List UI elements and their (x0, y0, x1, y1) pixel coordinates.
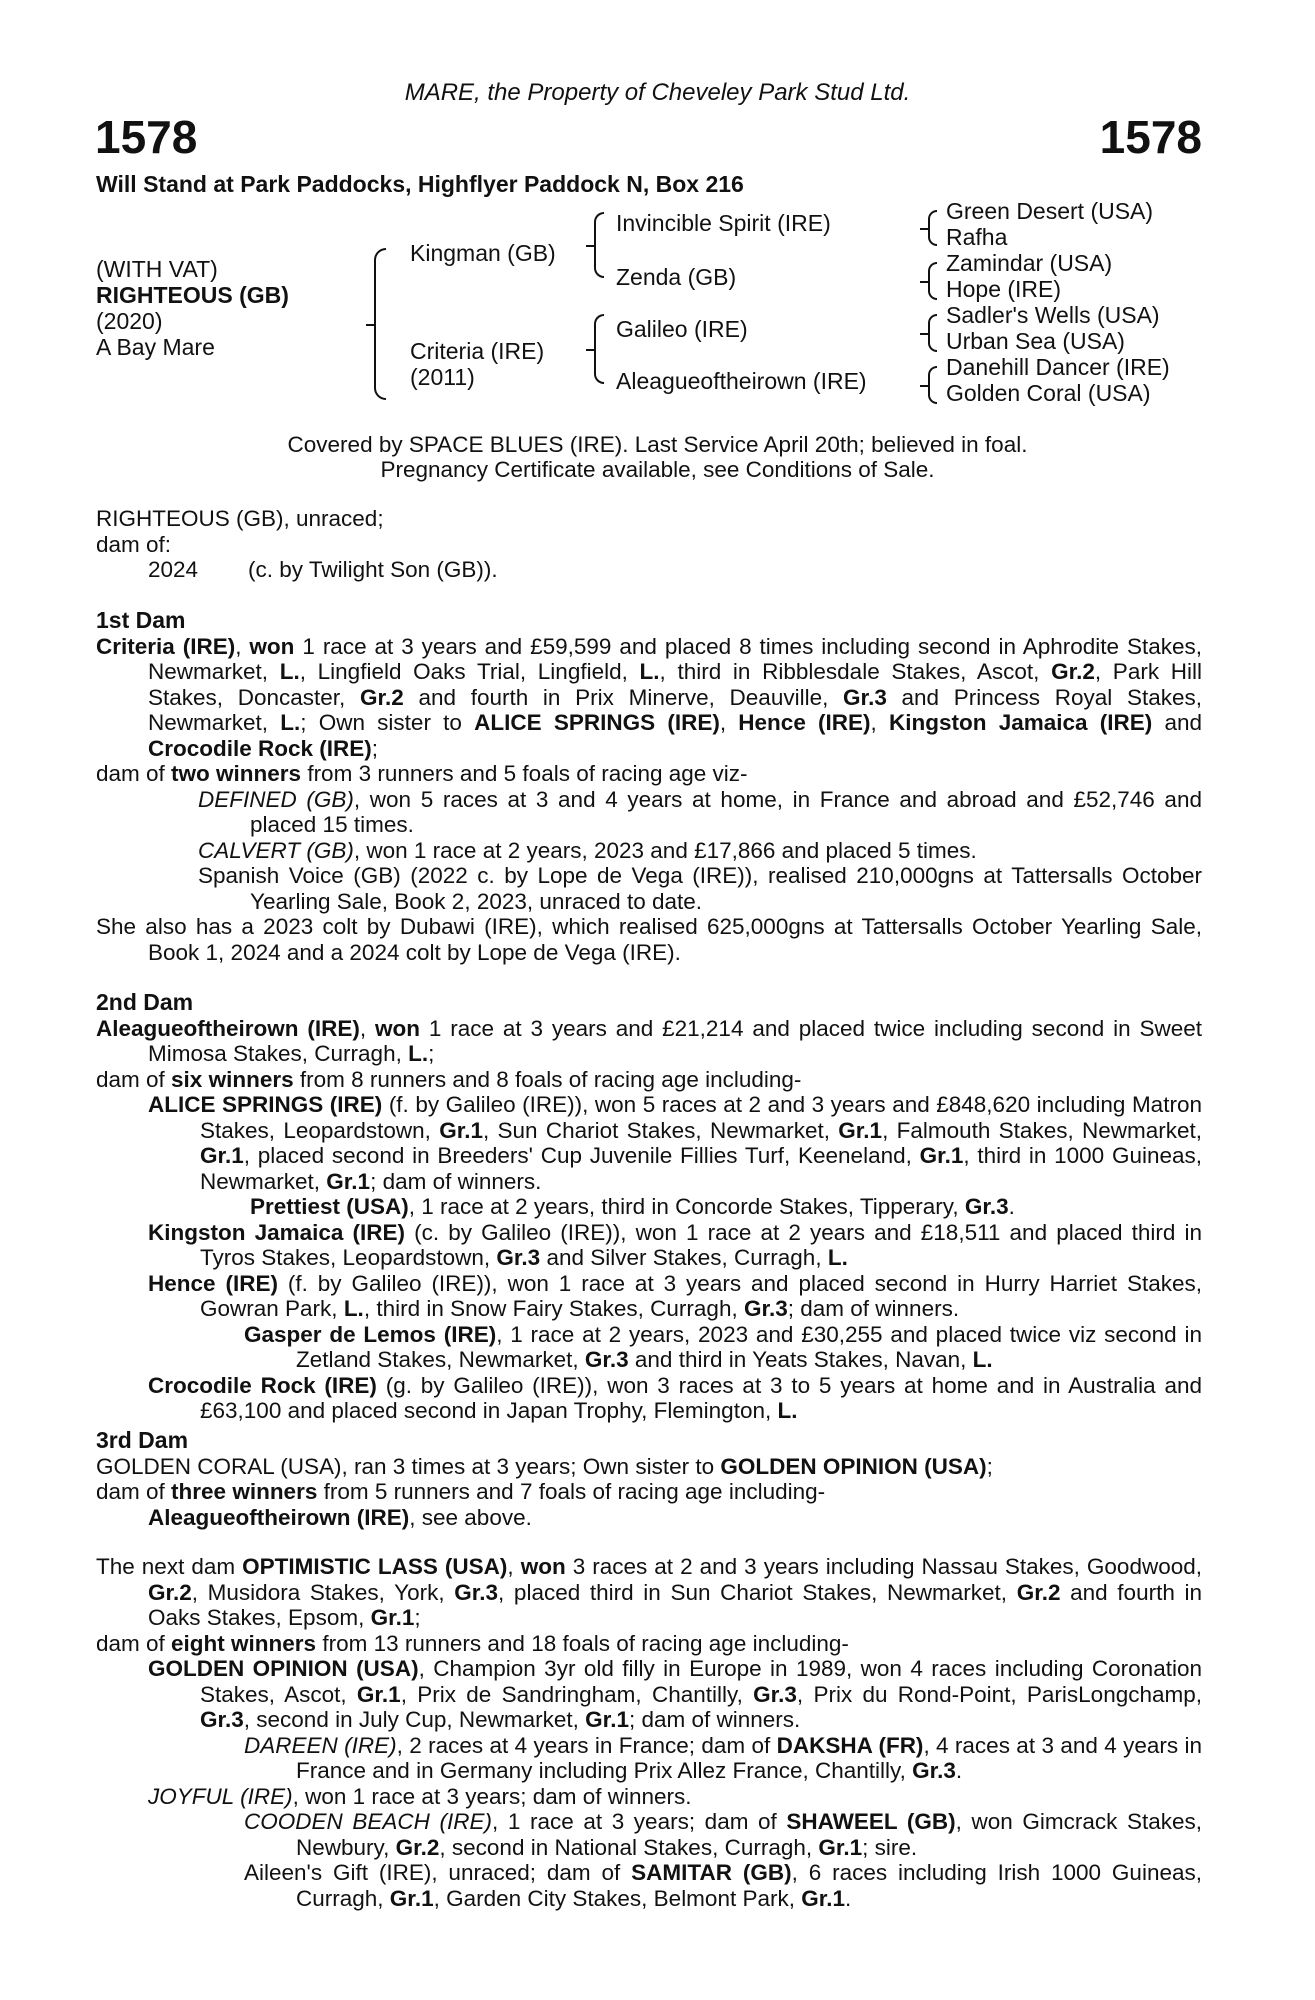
winners-count: three winners (171, 1479, 318, 1504)
pedigree-ss: Invincible Spirit (IRE) (616, 210, 831, 236)
text: , Prix de Sandringham, Chantilly, (400, 1681, 754, 1707)
group-badge: Gr.3 (743, 1296, 788, 1321)
won-label: won (249, 633, 295, 659)
third-dam-produce-summary (96, 1479, 1202, 1505)
group-badge: Gr.2 (395, 1834, 440, 1860)
text: 1 race at 3 years and £21,214 and placed twice including second in Sweet Mimosa Stakes, Curragh, (148, 1015, 1202, 1066)
second-dam-record (96, 1016, 1202, 1067)
text: , 1 race at 2 years, 2023 and £30,255 and placed twice viz second in Zetland Stakes, Newmarket, (296, 1321, 1202, 1372)
brace-gen1 (374, 248, 386, 400)
text: from 3 runners and 5 foals of racing age viz- (301, 761, 748, 786)
fourth-dam-record (96, 1554, 1202, 1631)
text: , 1 race at 3 years; dam of (491, 1809, 787, 1834)
text: and Princess Royal Stakes, Newmarket, (148, 684, 1202, 735)
listed-badge: L. (972, 1347, 993, 1372)
fourth-dam-produce-summary (96, 1631, 1202, 1657)
brace-ss (928, 210, 937, 246)
second-dam-name: Aleagueoftheirown (IRE) (96, 1015, 360, 1041)
horse-year: (2020) (96, 308, 163, 334)
text: , third in Ribblesdale Stakes, Ascot, (659, 659, 1052, 684)
produce-golden-opinion (96, 1656, 1202, 1733)
sibling-name: ALICE SPRINGS (IRE) (474, 710, 720, 735)
progeny-name: DEFINED (GB) (198, 786, 354, 812)
group-badge: Gr.1 (356, 1681, 401, 1707)
text: ; Own sister to (300, 710, 475, 735)
produce-hence (96, 1271, 1202, 1322)
group-badge: Gr.1 (389, 1885, 434, 1911)
pedigree-sire: Kingman (GB) (410, 240, 556, 266)
group-badge: Gr.1 (838, 1117, 883, 1143)
progeny-name: Kingston Jamaica (IRE) (148, 1219, 406, 1245)
sep: , (235, 633, 250, 659)
progeny-name: SAMITAR (GB) (631, 1860, 792, 1885)
sep: . (955, 1758, 963, 1783)
text: , Falmouth Stakes, Newmarket, (882, 1117, 1203, 1143)
text: dam of (96, 1630, 172, 1656)
covered-note (0, 432, 1315, 482)
group-badge: Gr.1 (439, 1117, 483, 1143)
text: , Park Hill Stakes, Doncaster, (148, 659, 1203, 710)
text: ; dam of winners. (787, 1296, 960, 1321)
horse-name: RIGHTEOUS (GB) (96, 282, 289, 308)
group-badge: Gr.2 (1016, 1579, 1061, 1605)
text: (f. by Galileo (IRE)), won 5 races at 2 and 3 years and £848,620 including Matron Stakes, Leopardstown, (200, 1092, 1202, 1143)
listed-badge: L. (279, 659, 300, 684)
text: , Garden City Stakes, Belmont Park, (433, 1885, 802, 1911)
fourth-dam-name: OPTIMISTIC LASS (USA) (242, 1554, 508, 1579)
brace-ds (928, 314, 937, 352)
sep: , (359, 1015, 375, 1041)
progeny-name: COODEN BEACH (IRE) (244, 1809, 492, 1834)
text: , second in July Cup, Newmarket, (243, 1707, 586, 1732)
progeny-name: GOLDEN OPINION (USA) (148, 1656, 419, 1681)
pedigree-dss: Sadler's Wells (USA) (946, 302, 1160, 328)
progeny-name: Crocodile Rock (IRE) (148, 1372, 377, 1398)
first-dam-record (96, 634, 1202, 762)
pedigree-sss: Green Desert (USA) (946, 198, 1154, 224)
text: , 6 races including Irish 1000 Guineas, Curragh, (296, 1860, 1202, 1911)
group-badge: Gr.1 (919, 1143, 964, 1168)
text: from 13 runners and 18 foals of racing age including- (316, 1630, 849, 1656)
sep: ; (414, 1605, 421, 1630)
produce-spanish-voice: Spanish Voice (GB) (2022 c. by Lope de Vega (IRE)), realised 210,000gns at Tattersalls October Yearling Sale, Book 2, 2023, unraced to date. (198, 863, 1202, 914)
group-badge: Gr.1 (370, 1605, 415, 1630)
produce-aleagueoftheirown (96, 1505, 1202, 1531)
produce-kingston-jamaica (96, 1220, 1202, 1271)
listed-badge: L. (343, 1296, 364, 1321)
record-line-2: dam of: (96, 531, 172, 557)
text: ; dam of winners. (628, 1707, 801, 1732)
progeny-name: DAREEN (IRE) (244, 1732, 397, 1758)
group-badge: Gr.2 (1051, 659, 1095, 684)
text: dam of (96, 761, 172, 786)
record-line-1: RIGHTEOUS (GB), unraced; (96, 506, 384, 531)
third-dam-record (96, 1454, 1202, 1480)
record-foal (96, 557, 1202, 583)
sibling-name: Crocodile Rock (IRE) (148, 735, 372, 761)
pedigree-dds: Danehill Dancer (IRE) (946, 354, 1170, 380)
horse-summary (96, 256, 289, 360)
vat-note: (WITH VAT) (96, 256, 218, 282)
sep: ; (371, 735, 379, 761)
produce-joyful (96, 1784, 1202, 1810)
fourth-dam-section (96, 1554, 1202, 1911)
group-badge: Gr.2 (359, 684, 404, 710)
horse-description: A Bay Mare (96, 334, 215, 360)
sibling-name: Hence (IRE) (738, 710, 871, 735)
group-badge: Gr.3 (454, 1579, 499, 1605)
covered-line-1: Covered by SPACE BLUES (IRE). Last Service April 20th; believed in foal. (287, 432, 1028, 457)
group-badge: Gr.1 (200, 1143, 244, 1168)
produce-gasper-de-lemos (96, 1322, 1202, 1373)
text: ; sire. (862, 1834, 918, 1860)
catalogue-header: MARE, the Property of Cheveley Park Stud Ltd. (404, 79, 911, 106)
progeny-name: Prettiest (USA) (250, 1194, 409, 1219)
text: (g. by Galileo (IRE)), won 3 races at 3 to 5 years at home and in Australia and £63,100 and placed second in Japan Trophy, Flemington, (200, 1372, 1203, 1423)
covered-line-2: Pregnancy Certificate available, see Conditions of Sale. (380, 457, 935, 482)
text: , 4 races at 3 and 4 years in France and in Germany including Prix Allez France, Chantilly, (296, 1732, 1202, 1783)
produce-note: She also has a 2023 colt by Dubawi (IRE), which realised 625,000gns at Tattersalls October Yearling Sale, Book 1, 2024 and a 2024 colt by Lope de Vega (IRE). (96, 914, 1202, 965)
text: Aileen's Gift (IRE), unraced; dam of (244, 1860, 632, 1885)
group-badge: Gr.3 (496, 1245, 541, 1270)
text: , won 5 races at 3 and 4 years at home, in France and abroad and £52,746 and placed 15 times. (250, 786, 1202, 837)
foal-year: 2024 (148, 557, 199, 582)
winners-count: eight winners (171, 1630, 317, 1656)
brace-sd (928, 262, 937, 300)
text: 1 race at 3 years and £59,599 and placed 8 times including second in Aphrodite Stakes, Newmarket, (148, 633, 1202, 684)
text: , Lingfield Oaks Trial, Lingfield, (299, 659, 640, 684)
sep: . (1008, 1194, 1015, 1219)
first-dam-heading: 1st Dam (96, 607, 186, 633)
text: , Musidora Stakes, York, (191, 1579, 455, 1605)
group-badge: Gr.3 (964, 1194, 1009, 1219)
pedigree-ds: Galileo (IRE) (616, 316, 748, 342)
progeny-name: ALICE SPRINGS (IRE) (148, 1092, 383, 1117)
stand-location: Will Stand at Park Paddocks, Highflyer Paddock N, Box 216 (96, 171, 744, 197)
text: and fourth in Oaks Stakes, Epsom, (148, 1579, 1203, 1630)
sibling-name: GOLDEN OPINION (USA) (720, 1453, 987, 1479)
text: ; dam of winners. (370, 1168, 542, 1194)
text: from 8 runners and 8 foals of racing age including- (293, 1066, 802, 1092)
won-label: won (520, 1554, 566, 1579)
text: , 1 race at 2 years, third in Concorde Stakes, Tipperary, (408, 1194, 965, 1219)
first-dam-section (96, 608, 1202, 965)
text: and Silver Stakes, Curragh, (540, 1245, 828, 1270)
progeny-name: CALVERT (GB) (198, 837, 354, 863)
pedigree-dam-year: (2011) (410, 364, 475, 390)
listed-badge: L. (827, 1245, 848, 1270)
text: and fourth in Prix Minerve, Deauville, (403, 684, 844, 710)
pedigree-dd: Aleagueoftheirown (IRE) (616, 368, 867, 394)
sep: , (870, 710, 890, 735)
progeny-name: SHAWEEL (GB) (786, 1809, 956, 1834)
pedigree-dam: Criteria (IRE) (410, 338, 545, 364)
text: , third in 1000 Guineas, Newmarket, (200, 1143, 1202, 1194)
group-badge: Gr.1 (801, 1885, 846, 1911)
sep: ; (428, 1041, 435, 1066)
produce-record (96, 506, 1202, 583)
pedigree-sds: Zamindar (USA) (946, 250, 1113, 276)
third-dam-section (96, 1428, 1202, 1530)
second-dam-section (96, 990, 1202, 1424)
group-badge: Gr.3 (584, 1347, 629, 1372)
sep: and (1152, 710, 1203, 735)
progeny-name: DAKSHA (FR) (776, 1732, 924, 1758)
sep: , (719, 710, 739, 735)
pedigree-dsd: Urban Sea (USA) (946, 328, 1125, 354)
text: , second in National Stakes, Curragh, (439, 1834, 819, 1860)
brace-dam (594, 314, 604, 384)
group-badge: Gr.2 (148, 1579, 192, 1605)
sep: , (507, 1554, 521, 1579)
lot-number-right: 1578 (1099, 111, 1202, 163)
group-badge: Gr.3 (843, 684, 887, 710)
first-dam-name: Criteria (IRE) (96, 633, 236, 659)
progeny-name: Aleagueoftheirown (IRE) (148, 1504, 410, 1530)
first-dam-produce-summary (96, 761, 1202, 787)
second-dam-produce-summary (96, 1067, 1202, 1093)
group-badge: Gr.1 (585, 1707, 629, 1732)
listed-badge: L. (639, 659, 660, 684)
text: , won 1 race at 2 years, 2023 and £17,866 and placed 5 times. (353, 837, 977, 863)
text: , see above. (409, 1504, 532, 1530)
text: (f. by Galileo (IRE)), won 1 race at 3 years and placed second in Hurry Harriet Stakes, Gowran Park, (200, 1270, 1202, 1321)
group-badge: Gr.3 (912, 1758, 956, 1783)
text: dam of (96, 1479, 172, 1504)
text: , placed third in Sun Chariot Stakes, Newmarket, (498, 1579, 1017, 1605)
text: The next dam (96, 1554, 243, 1579)
lot-number-left: 1578 (95, 111, 198, 163)
winners-count: two winners (171, 761, 302, 786)
brace-dd (928, 366, 937, 404)
pedigree-sdd: Hope (IRE) (946, 276, 1062, 302)
winners-count: six winners (171, 1066, 294, 1092)
produce-aileens-gift (96, 1860, 1202, 1911)
sibling-name: Kingston Jamaica (IRE) (889, 710, 1153, 735)
text: , Champion 3yr old filly in Europe in 1989, won 4 races including Coronation Stakes, Ascot, (200, 1656, 1202, 1707)
listed-badge: L. (408, 1041, 429, 1066)
text: 3 races at 2 and 3 years including Nassau Stakes, Goodwood, (565, 1554, 1203, 1579)
listed-badge: L. (777, 1398, 798, 1423)
text: dam of (96, 1066, 172, 1092)
text: , Prix du Rond-Point, ParisLongchamp, (796, 1681, 1203, 1707)
won-label: won (375, 1015, 420, 1041)
third-dam-heading: 3rd Dam (96, 1427, 189, 1453)
text: and third in Yeats Stakes, Navan, (628, 1347, 973, 1372)
text: from 5 runners and 7 foals of racing age including- (317, 1479, 826, 1504)
text: , Sun Chariot Stakes, Newmarket, (482, 1117, 839, 1143)
progeny-name: JOYFUL (IRE) (148, 1783, 293, 1809)
foal-desc: (c. by Twilight Son (GB)). (248, 557, 498, 582)
group-badge: Gr.3 (753, 1681, 797, 1707)
pedigree-ssd: Rafha (946, 224, 1008, 250)
text: , won 1 race at 3 years; dam of winners. (292, 1783, 692, 1809)
text: , third in Snow Fairy Stakes, Curragh, (363, 1296, 744, 1321)
produce-alice-springs (96, 1092, 1202, 1194)
produce-defined (96, 787, 1202, 838)
group-badge: Gr.1 (326, 1168, 371, 1194)
text: , won Gimcrack Stakes, Newbury, (296, 1809, 1202, 1860)
sep: . (845, 1885, 852, 1911)
text: , 2 races at 4 years in France; dam of (396, 1732, 777, 1758)
group-badge: Gr.3 (200, 1707, 244, 1732)
produce-cooden-beach (96, 1809, 1202, 1860)
text: , placed second in Breeders' Cup Juvenile Fillies Turf, Keeneland, (243, 1143, 920, 1168)
produce-calvert (96, 838, 1202, 864)
produce-prettiest (96, 1194, 1202, 1220)
progeny-name: Hence (IRE) (148, 1270, 278, 1296)
produce-crocodile-rock (96, 1373, 1202, 1424)
second-dam-heading: 2nd Dam (96, 989, 194, 1015)
pedigree-sd: Zenda (GB) (616, 264, 737, 290)
progeny-name: Gasper de Lemos (IRE) (244, 1321, 497, 1347)
produce-dareen (96, 1733, 1202, 1784)
listed-badge: L. (280, 710, 301, 735)
pedigree-table (96, 198, 1206, 422)
group-badge: Gr.1 (818, 1834, 863, 1860)
pedigree-ddd: Golden Coral (USA) (946, 380, 1151, 406)
text: GOLDEN CORAL (USA), ran 3 times at 3 years; Own sister to (96, 1453, 721, 1479)
brace-sire (594, 212, 604, 278)
text: (c. by Galileo (IRE)), won 1 race at 2 years and £18,511 and placed third in Tyros Stakes, Leopardstown, (200, 1219, 1203, 1270)
sep: ; (986, 1453, 993, 1479)
